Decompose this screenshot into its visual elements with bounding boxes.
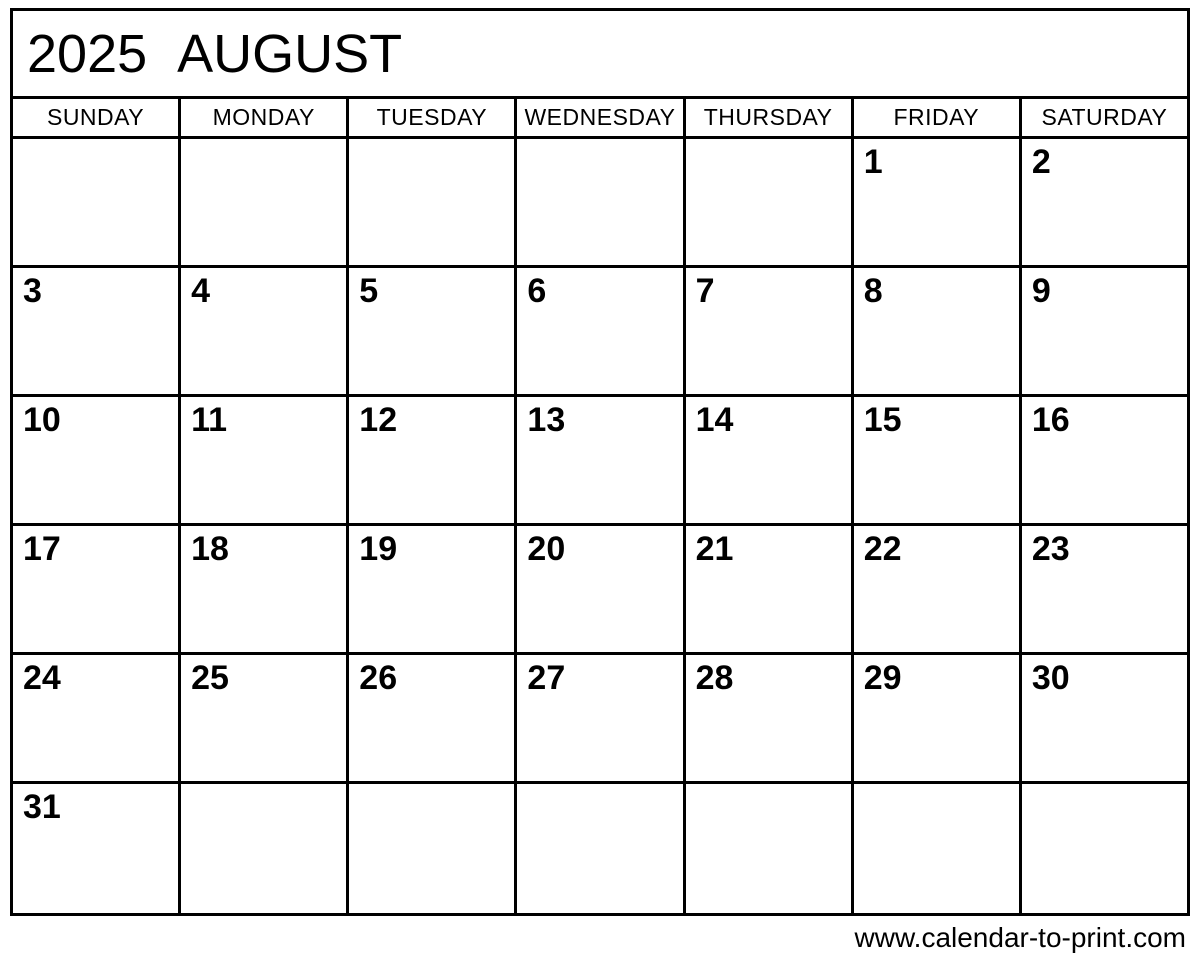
day-number: 15	[863, 401, 902, 439]
calendar-year: 2025	[27, 23, 148, 84]
weekday-header-thursday: THURSDAY	[686, 99, 854, 136]
day-cell[interactable]	[349, 139, 517, 265]
day-cell[interactable]	[1022, 784, 1187, 913]
calendar-title	[13, 11, 1187, 99]
day-number: 9	[1031, 272, 1051, 310]
weekday-header-wednesday: WEDNESDAY	[517, 99, 685, 136]
day-number: 21	[695, 530, 734, 568]
day-cell[interactable]	[349, 784, 517, 913]
day-cell[interactable]	[854, 397, 1022, 523]
day-cell[interactable]	[1022, 397, 1187, 523]
day-number: 20	[527, 530, 566, 568]
day-number: 8	[863, 272, 883, 310]
day-cell[interactable]	[854, 268, 1022, 394]
day-number: 16	[1031, 401, 1070, 439]
calendar-month: AUGUST	[177, 23, 403, 84]
day-cell[interactable]	[181, 526, 349, 652]
week-row	[13, 268, 1187, 397]
day-cell[interactable]	[854, 655, 1022, 781]
day-number: 25	[191, 659, 229, 697]
day-cell[interactable]	[181, 784, 349, 913]
day-cell[interactable]	[517, 139, 685, 265]
day-number: 2	[1031, 143, 1051, 181]
day-cell[interactable]	[1022, 268, 1187, 394]
day-number: 30	[1031, 659, 1070, 697]
day-number: 7	[695, 272, 715, 310]
day-cell[interactable]	[854, 139, 1022, 265]
day-number: 5	[359, 272, 379, 310]
day-cell[interactable]	[686, 139, 854, 265]
day-number: 27	[527, 659, 566, 697]
day-cell[interactable]	[13, 268, 181, 394]
day-number: 23	[1031, 530, 1070, 568]
weekday-header-saturday: SATURDAY	[1041, 104, 1168, 130]
day-number: 1	[863, 143, 883, 181]
day-number: 10	[23, 401, 61, 439]
day-cell[interactable]	[517, 655, 685, 781]
day-cell[interactable]	[517, 268, 685, 394]
week-row	[13, 397, 1187, 526]
day-number: 31	[23, 788, 61, 826]
day-number: 12	[359, 401, 398, 439]
day-cell[interactable]	[517, 784, 685, 913]
day-cell[interactable]	[181, 139, 349, 265]
day-number: 14	[695, 401, 734, 439]
week-row	[13, 526, 1187, 655]
day-cell[interactable]	[349, 397, 517, 523]
day-cell[interactable]	[13, 397, 181, 523]
day-cell[interactable]	[13, 655, 181, 781]
day-cell[interactable]	[13, 526, 181, 652]
day-cell[interactable]	[181, 268, 349, 394]
day-number: 17	[23, 530, 61, 568]
day-cell[interactable]	[349, 526, 517, 652]
weekday-header-friday: FRIDAY	[854, 99, 1022, 136]
website-credit: www.calendar-to-print.com	[854, 922, 1186, 953]
day-cell[interactable]	[517, 397, 685, 523]
weekday-header-monday: MONDAY	[181, 99, 349, 136]
day-cell[interactable]	[349, 655, 517, 781]
day-cell[interactable]	[686, 784, 854, 913]
day-number: 26	[359, 659, 398, 697]
week-row	[13, 139, 1187, 268]
week-row	[13, 655, 1187, 784]
calendar-grid	[10, 8, 1190, 916]
weekday-header-row	[13, 99, 1187, 139]
day-cell[interactable]	[13, 784, 181, 913]
day-number: 4	[191, 272, 211, 310]
day-number: 24	[23, 659, 61, 697]
day-cell[interactable]	[349, 268, 517, 394]
day-cell[interactable]	[1022, 526, 1187, 652]
day-number: 29	[863, 659, 902, 697]
footer	[10, 916, 1190, 960]
day-cell[interactable]	[1022, 655, 1187, 781]
day-number: 18	[191, 530, 229, 568]
day-cell[interactable]	[854, 526, 1022, 652]
day-number: 6	[527, 272, 547, 310]
day-cell[interactable]	[686, 397, 854, 523]
day-cell[interactable]	[517, 526, 685, 652]
day-cell[interactable]	[181, 397, 349, 523]
day-number: 3	[23, 272, 42, 310]
day-cell[interactable]	[13, 139, 181, 265]
day-cell[interactable]	[686, 655, 854, 781]
day-cell[interactable]	[686, 526, 854, 652]
day-number: 22	[863, 530, 902, 568]
weekday-header-tuesday: TUESDAY	[349, 99, 517, 136]
day-cell[interactable]	[1022, 139, 1187, 265]
day-cell[interactable]	[181, 655, 349, 781]
day-number: 13	[527, 401, 566, 439]
day-cell[interactable]	[854, 784, 1022, 913]
day-cell[interactable]	[686, 268, 854, 394]
day-number: 11	[191, 401, 228, 439]
week-row	[13, 784, 1187, 913]
weekday-header-sunday: SUNDAY	[13, 99, 181, 136]
day-number: 28	[695, 659, 734, 697]
day-number: 19	[359, 530, 398, 568]
